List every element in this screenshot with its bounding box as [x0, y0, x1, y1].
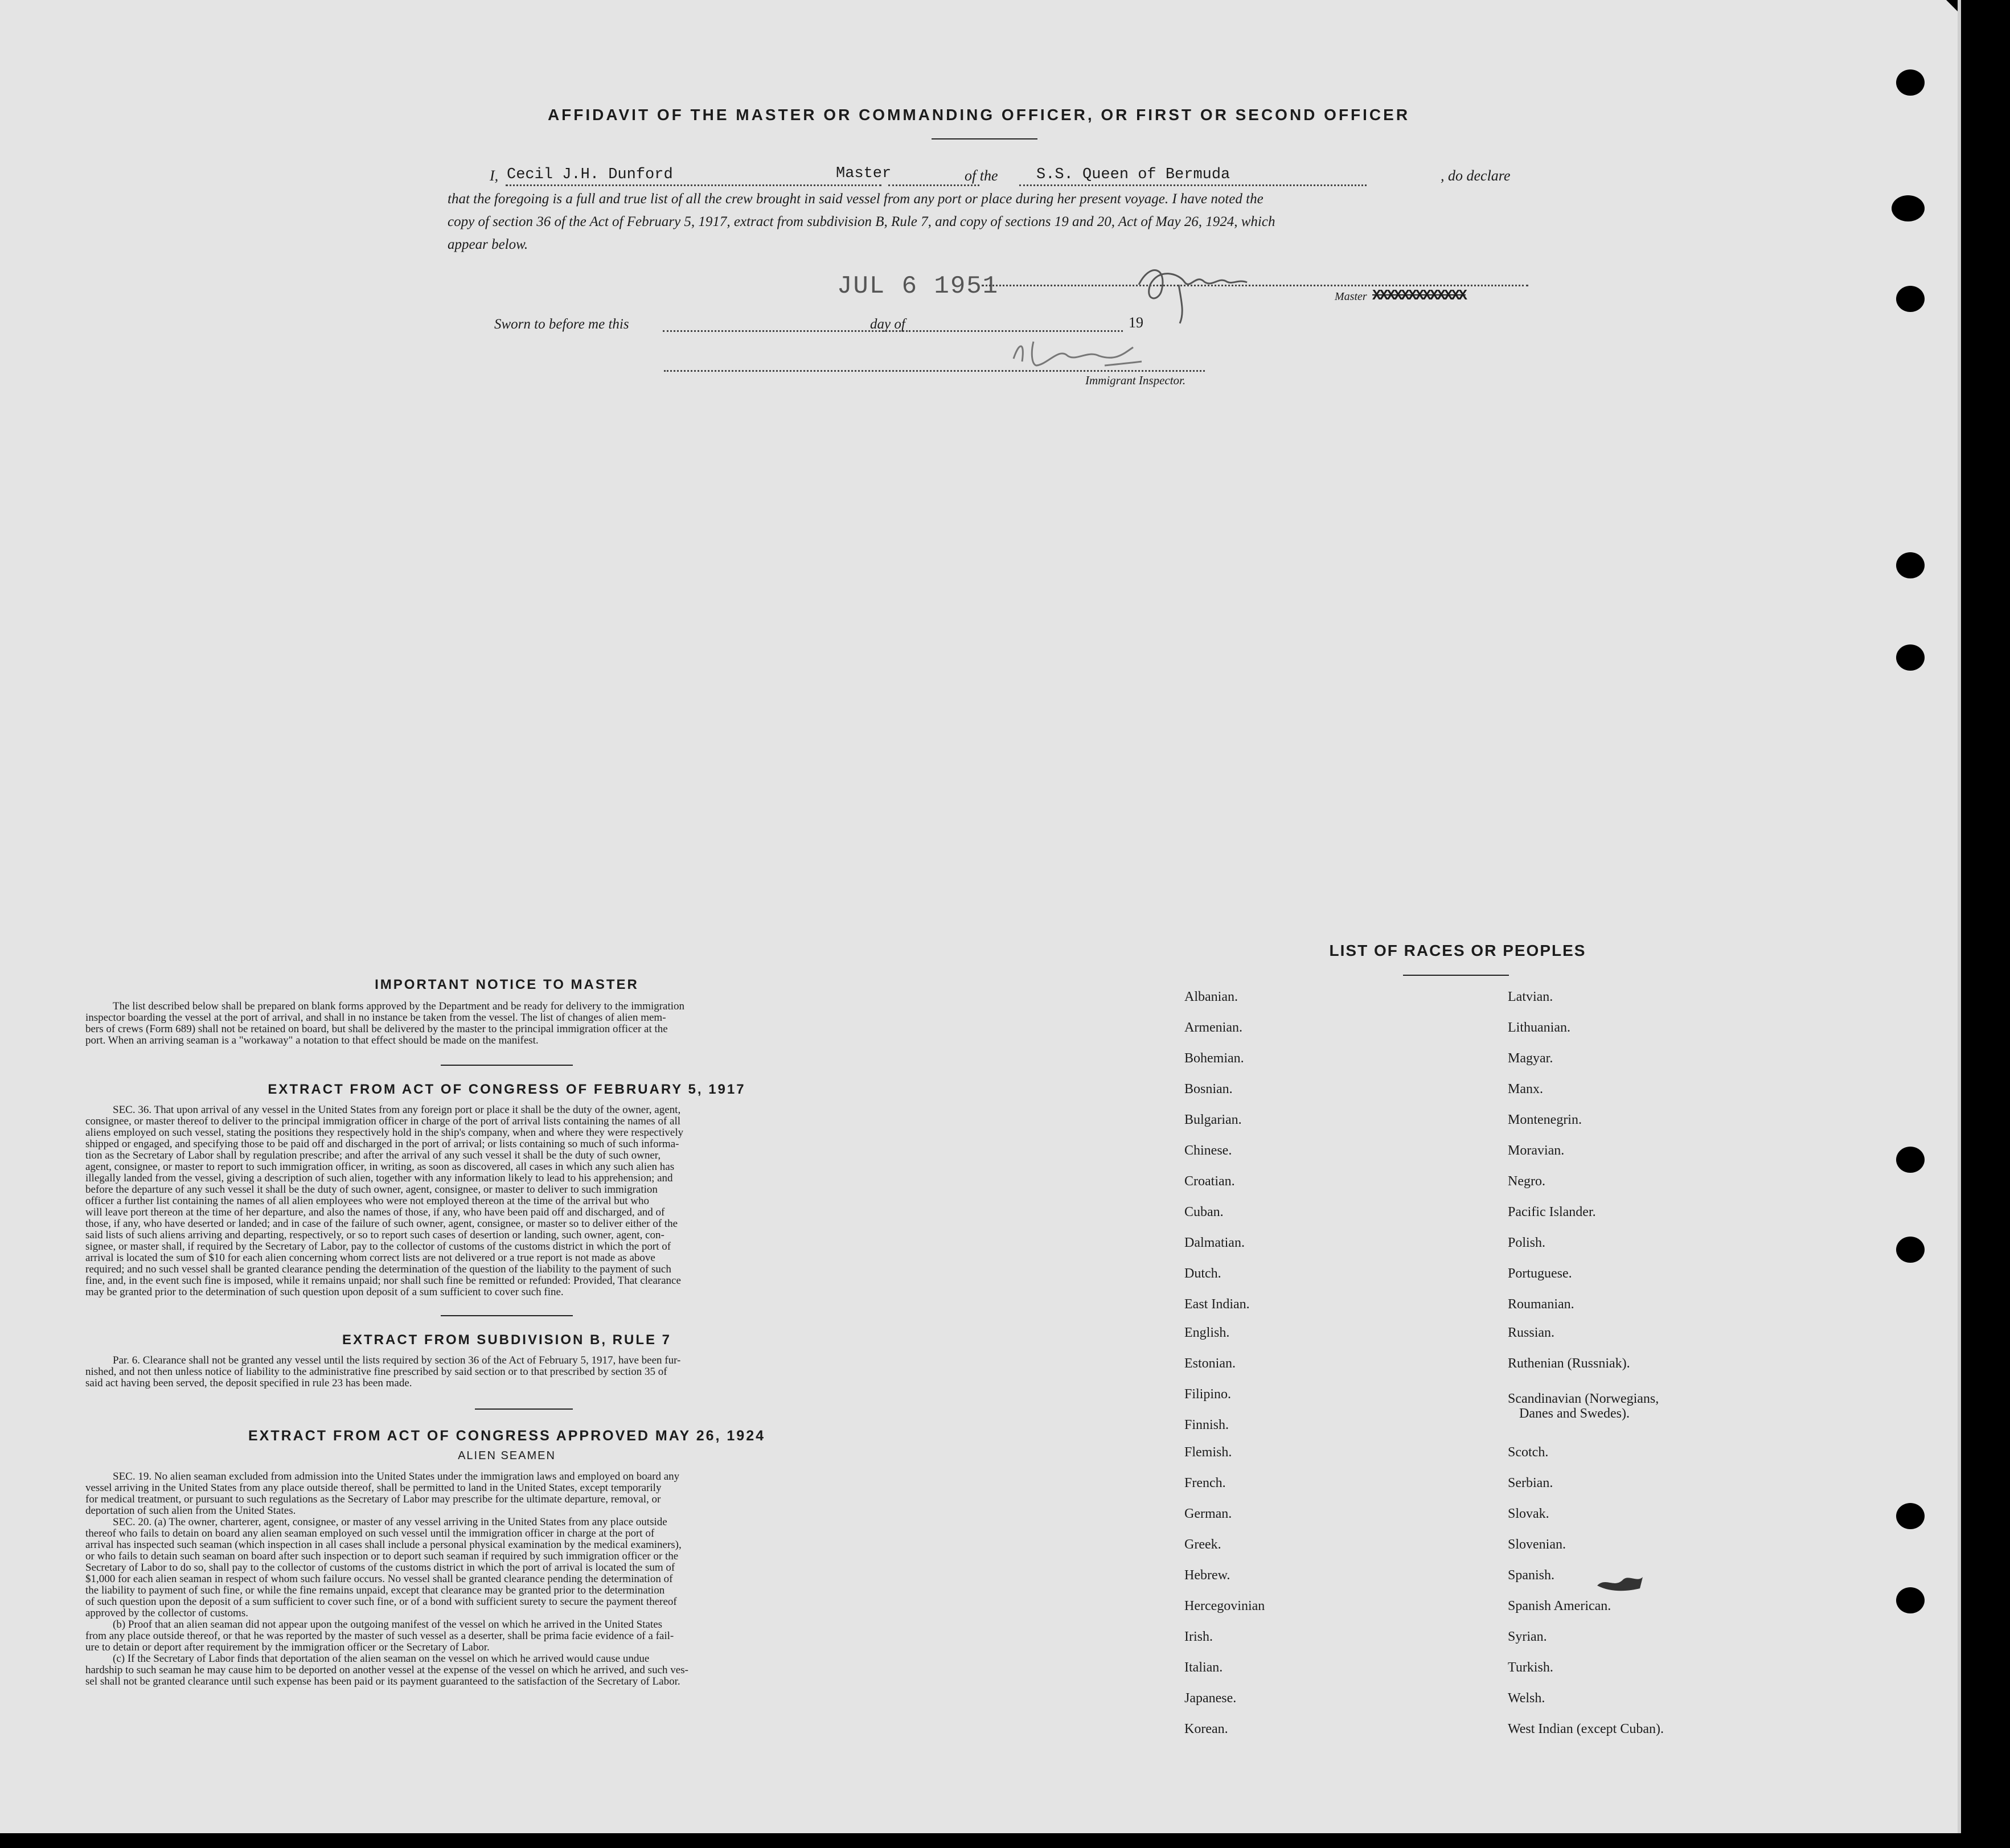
- punch-hole: [1896, 552, 1925, 578]
- extract-line: $1,000 for each alien seaman in respect of whom such failure occurs. No vessel shall be granted clearance pending the determination of: [85, 1573, 673, 1585]
- do-declare-label: , do declare: [1441, 167, 1511, 184]
- race-item: Irish.: [1184, 1629, 1213, 1644]
- extract-line: (b) Proof that an alien seaman did not appear upon the outgoing manifest of the vessel on which he arrived in the United States: [113, 1619, 663, 1631]
- rule7-line: nished, and not then unless notice of liability to the administrative fine prescribed by said section or to that prescribed by section 35 of: [85, 1366, 667, 1378]
- race-item: Spanish American.: [1508, 1599, 1611, 1613]
- race-item: Manx.: [1508, 1082, 1543, 1097]
- extract-line: (c) If the Secretary of Labor finds that deportation of the alien seaman on the vessel on which he arrived would cause undue: [113, 1653, 650, 1665]
- race-item: Korean.: [1184, 1722, 1228, 1736]
- master-name: Cecil J.H. Dunford: [507, 166, 673, 183]
- race-item: Danes and Swedes).: [1519, 1406, 1630, 1421]
- ink-smudge: [1594, 1571, 1646, 1594]
- race-item: Greek.: [1184, 1537, 1221, 1552]
- section-rule: [441, 1315, 573, 1316]
- race-item: Hebrew.: [1184, 1568, 1230, 1583]
- rule7-line: Par. 6. Clearance shall not be granted any vessel until the lists required by section 36 of the Act of February 5, 1917, have been fur-: [113, 1354, 681, 1366]
- extract-line: deportation of such alien from the United States.: [85, 1505, 296, 1517]
- race-item: Ruthenian (Russniak).: [1508, 1356, 1630, 1371]
- race-item: Negro.: [1508, 1174, 1545, 1189]
- extract-line: ure to detain or deport after requirement by the immigration officer or the Secretary of Labor.: [85, 1641, 490, 1653]
- extract-line: Secretary of Labor to do so, shall pay to the collector of customs of the customs district in which the port of arrival is located the sum of: [85, 1562, 675, 1574]
- race-item: Turkish.: [1508, 1660, 1553, 1675]
- race-item: Armenian.: [1184, 1020, 1242, 1035]
- vessel-name: S.S. Queen of Bermuda: [1036, 166, 1230, 183]
- race-item: Slovenian.: [1508, 1537, 1566, 1552]
- extract-line: approved by the collector of customs.: [85, 1607, 248, 1619]
- alien-seamen-subheading: ALIEN SEAMEN: [458, 1449, 556, 1462]
- extract-line: before the departure of any such vessel it shall be the duty of such owner, agent, consignee, or master to deliver to such immigration: [85, 1184, 658, 1196]
- affidavit-line-4: appear below.: [448, 237, 528, 252]
- punch-hole: [1896, 1237, 1925, 1263]
- page-corner: [1946, 0, 1958, 11]
- name-dotted-line: [506, 184, 881, 186]
- race-item: Albanian.: [1184, 989, 1238, 1004]
- race-item: Polish.: [1508, 1235, 1546, 1250]
- race-item: Filipino.: [1184, 1387, 1232, 1402]
- affidavit-heading: AFFIDAVIT OF THE MASTER OR COMMANDING OFFICER, OR FIRST OR SECOND OFFICER: [547, 106, 1410, 124]
- extract-line: or who fails to detain such seaman on board after such inspection or to deport such seaman if required by such immigration officer or the: [85, 1550, 679, 1562]
- race-item: Dutch.: [1184, 1266, 1221, 1281]
- extract-1924-text: [85, 1471, 928, 1687]
- extract-line: of such question upon the deposit of a sum sufficient to cover such fine, or of a bond with sufficient surety to secure the payment thereof: [85, 1596, 677, 1608]
- race-item: Finnish.: [1184, 1418, 1229, 1432]
- race-item: Italian.: [1184, 1660, 1223, 1675]
- notice-heading: IMPORTANT NOTICE TO MASTER: [375, 977, 639, 992]
- extract-line: may be granted prior to the determination of such question upon deposit of a sum sufficient to cover such fine.: [85, 1286, 564, 1298]
- extract-line: required; and no such vessel shall be granted clearance pending the determination of the question of the liability to the payment of such: [85, 1263, 671, 1275]
- extract-line: will leave port thereon at the time of her departure, and also the names of those, if any, who have been paid off and discharged, and of: [85, 1206, 665, 1218]
- extract-line: hardship to such seaman he may cause him to be deported on another vessel at the expense of the vessel on which he arrived, and such ves-: [85, 1664, 688, 1676]
- race-item: Welsh.: [1508, 1691, 1545, 1706]
- race-item: Japanese.: [1184, 1691, 1237, 1706]
- extract-line: tion as the Secretary of Labor shall by regulation prescribe; and after the arrival of any such vessel it shall be the duty of such owner,: [85, 1149, 661, 1161]
- extract-line: those, if any, who have deserted or landed; and in case of the failure of such owner, agent, consignee, or master so to deliver either of the: [85, 1218, 678, 1230]
- section-rule: [441, 1065, 573, 1066]
- extract-line: SEC. 20. (a) The owner, charterer, agent, consignee, or master of any vessel arriving in the United States from any place outside: [113, 1516, 667, 1528]
- sworn-label: Sworn to before me this: [494, 317, 629, 332]
- extract-line: for medical treatment, or pursuant to such regulations as the Secretary of Labor may prescribe for the ultimate departure, removal, or: [85, 1493, 661, 1505]
- race-item: Moravian.: [1508, 1143, 1565, 1158]
- race-item: Flemish.: [1184, 1445, 1232, 1460]
- extract-line: arrival has inspected such seaman (which inspection in all cases shall include a personal physical examination by the medical examiners),: [85, 1539, 682, 1551]
- race-item: Chinese.: [1184, 1143, 1232, 1158]
- i-label: I,: [490, 167, 499, 184]
- punch-hole: [1896, 1147, 1925, 1173]
- extract-line: consignee, or master thereof to deliver to the principal immigration officer in charge of the port of arrival lists containing the names of all: [85, 1115, 681, 1127]
- punch-hole: [1896, 1587, 1925, 1613]
- extract-1917-text: [85, 1104, 928, 1298]
- extract-line: aliens employed on such vessel, stating the positions they respectively hold in the ship's company, when and where they were respectively: [85, 1127, 684, 1139]
- race-item: Magyar.: [1508, 1051, 1553, 1066]
- race-item: Scandinavian (Norwegians,: [1508, 1391, 1659, 1406]
- affidavit-line-1: [490, 166, 1526, 189]
- affidavit-line-2: that the foregoing is a full and true list of all the crew brought in said vessel from any port or place during her present voyage. I have noted the: [448, 191, 1264, 207]
- punch-hole: [1896, 286, 1925, 312]
- punch-hole: [1896, 1503, 1925, 1529]
- notice-line: inspector boarding the vessel at the port of arrival, and shall in no instance be taken from the vessel. The list of changes of alien mem-: [85, 1012, 666, 1024]
- race-item: Dalmatian.: [1184, 1235, 1245, 1250]
- master-label: Master: [1335, 290, 1367, 303]
- punch-hole: [1896, 69, 1925, 96]
- race-item: Roumanian.: [1508, 1297, 1574, 1312]
- heading-rule: [932, 138, 1037, 139]
- race-item: Cuban.: [1184, 1205, 1224, 1219]
- race-item: German.: [1184, 1506, 1232, 1521]
- race-item: Scotch.: [1508, 1445, 1549, 1460]
- extract-line: arrival is located the sum of $10 for each alien concerning whom correct lists are not delivered or a true report is not made as above: [85, 1252, 655, 1264]
- vessel-dotted-line: [1019, 184, 1367, 186]
- extract-line: thereof who fails to detain on board any alien seaman employed on such vessel until the immigration officer in charge at the port of: [85, 1527, 655, 1539]
- race-item: East Indian.: [1184, 1297, 1250, 1312]
- race-item: English.: [1184, 1325, 1230, 1340]
- extract-line: signee, or master shall, if required by the Secretary of Labor, pay to the collector of customs of the customs district in which the port of: [85, 1241, 671, 1252]
- section-rule: [475, 1408, 573, 1410]
- race-item: Spanish.: [1508, 1568, 1555, 1583]
- race-item: Montenegrin.: [1508, 1112, 1582, 1127]
- extract-line: agent, consignee, or master to report to such immigration officer, in writing, as soon as discovered, all cases in which any such alien has: [85, 1161, 675, 1173]
- extract-1924-heading: EXTRACT FROM ACT OF CONGRESS APPROVED MAY 26, 1924: [248, 1428, 766, 1444]
- rule7-text: [85, 1355, 928, 1389]
- affidavit-line-3: copy of section 36 of the Act of February 5, 1917, extract from subdivision B, Rule 7, and copy of sections 19 and 20, Act of May 26, 1924, which: [448, 214, 1275, 229]
- race-item: Bulgarian.: [1184, 1112, 1242, 1127]
- races-heading-rule: [1403, 975, 1509, 976]
- extract-line: SEC. 19. No alien seaman excluded from admission into the United States under the immigration laws and employed on board any: [113, 1471, 680, 1482]
- race-item: Portuguese.: [1508, 1266, 1572, 1281]
- race-item: Bosnian.: [1184, 1082, 1233, 1097]
- extract-line: sel shall not be granted clearance until such expense has been paid or its payment guaranteed to the satisfaction of the Secretary of Labor.: [85, 1675, 680, 1687]
- rule7-heading: EXTRACT FROM SUBDIVISION B, RULE 7: [342, 1332, 672, 1348]
- extract-line: fine, and, in the event such fine is imposed, while it remains unpaid; nor shall such fine be remitted or refunded: Provided, That clearance: [85, 1275, 681, 1287]
- race-item: Latvian.: [1508, 989, 1553, 1004]
- extract-line: shipped or engaged, and specifying those to be paid off and discharged in the port of arrival; or lists containing so much of such informa-: [85, 1138, 679, 1150]
- race-item: French.: [1184, 1476, 1226, 1490]
- race-item: Hercegovinian: [1184, 1599, 1265, 1613]
- race-item: Serbian.: [1508, 1476, 1553, 1490]
- race-item: Lithuanian.: [1508, 1020, 1570, 1035]
- race-item: Croatian.: [1184, 1174, 1235, 1189]
- race-item: Estonian.: [1184, 1356, 1236, 1371]
- extract-line: from any place outside thereof, or that he was reported by the master of such vessel as a deserter, shall be prima facie evidence of a fail-: [85, 1630, 674, 1642]
- race-item: West Indian (except Cuban).: [1508, 1722, 1664, 1736]
- extract-line: the liability to payment of such fine, or while the fine remains unpaid, except that clearance may be granted prior to the determination: [85, 1584, 665, 1596]
- punch-hole: [1892, 195, 1925, 221]
- rule7-line: said act having been served, the deposit specified in rule 23 has been made.: [85, 1377, 412, 1389]
- of-the-label: of the: [965, 167, 998, 184]
- extract-line: SEC. 36. That upon arrival of any vessel in the United States from any foreign port or place it shall be the duty of the owner, agent,: [113, 1104, 681, 1116]
- notice-line: bers of crews (Form 689) shall not be retained on board, but shall be delivered by the master to the principal immigration officer at the: [85, 1023, 668, 1035]
- extract-1917-heading: EXTRACT FROM ACT OF CONGRESS OF FEBRUARY 5, 1917: [268, 1082, 746, 1097]
- rank-dotted-line: [888, 184, 979, 186]
- race-item: Syrian.: [1508, 1629, 1547, 1644]
- master-signature: [1127, 250, 1275, 325]
- races-heading: LIST OF RACES OR PEOPLES: [1329, 942, 1586, 959]
- extract-line: said lists of such aliens arriving and departing, respectively, or so to report such cases of desertion or landing, such owner, agent, con-: [85, 1229, 664, 1241]
- inspector-dotted-line: [664, 370, 1205, 372]
- notice-text: [85, 1001, 928, 1046]
- punch-hole: [1896, 644, 1925, 671]
- extract-line: illegally landed from the vessel, giving a description of such alien, together with any information likely to lead to his apprehension; and: [85, 1172, 673, 1184]
- rank-value: Master: [836, 165, 892, 182]
- inspector-label: Immigrant Inspector.: [1085, 373, 1186, 387]
- notice-line: The list described below shall be prepared on blank forms approved by the Department and be ready for delivery to the immigration: [113, 1000, 685, 1012]
- day-of-label: day of: [870, 317, 905, 332]
- notice-line: port. When an arriving seaman is a "workaway" a notation to that effect should be made on the manifest.: [85, 1034, 539, 1046]
- race-item: Pacific Islander.: [1508, 1205, 1596, 1219]
- race-item: Slovak.: [1508, 1506, 1549, 1521]
- inspector-signature: [1002, 330, 1184, 376]
- race-item: Bohemian.: [1184, 1051, 1244, 1066]
- master-title-struck: XXXXXXXXXXXXX: [1372, 287, 1466, 304]
- year-prefix: 19: [1129, 314, 1143, 331]
- extract-line: officer a further list containing the names of all alien employees who were not employed thereon at the time of the arrival but who: [85, 1195, 649, 1207]
- date-stamp: JUL 6 1951: [837, 272, 999, 301]
- race-item: Russian.: [1508, 1325, 1555, 1340]
- extract-line: vessel arriving in the United States from any place outside thereof, shall be permitted to land in the United States, except temporarily: [85, 1482, 662, 1494]
